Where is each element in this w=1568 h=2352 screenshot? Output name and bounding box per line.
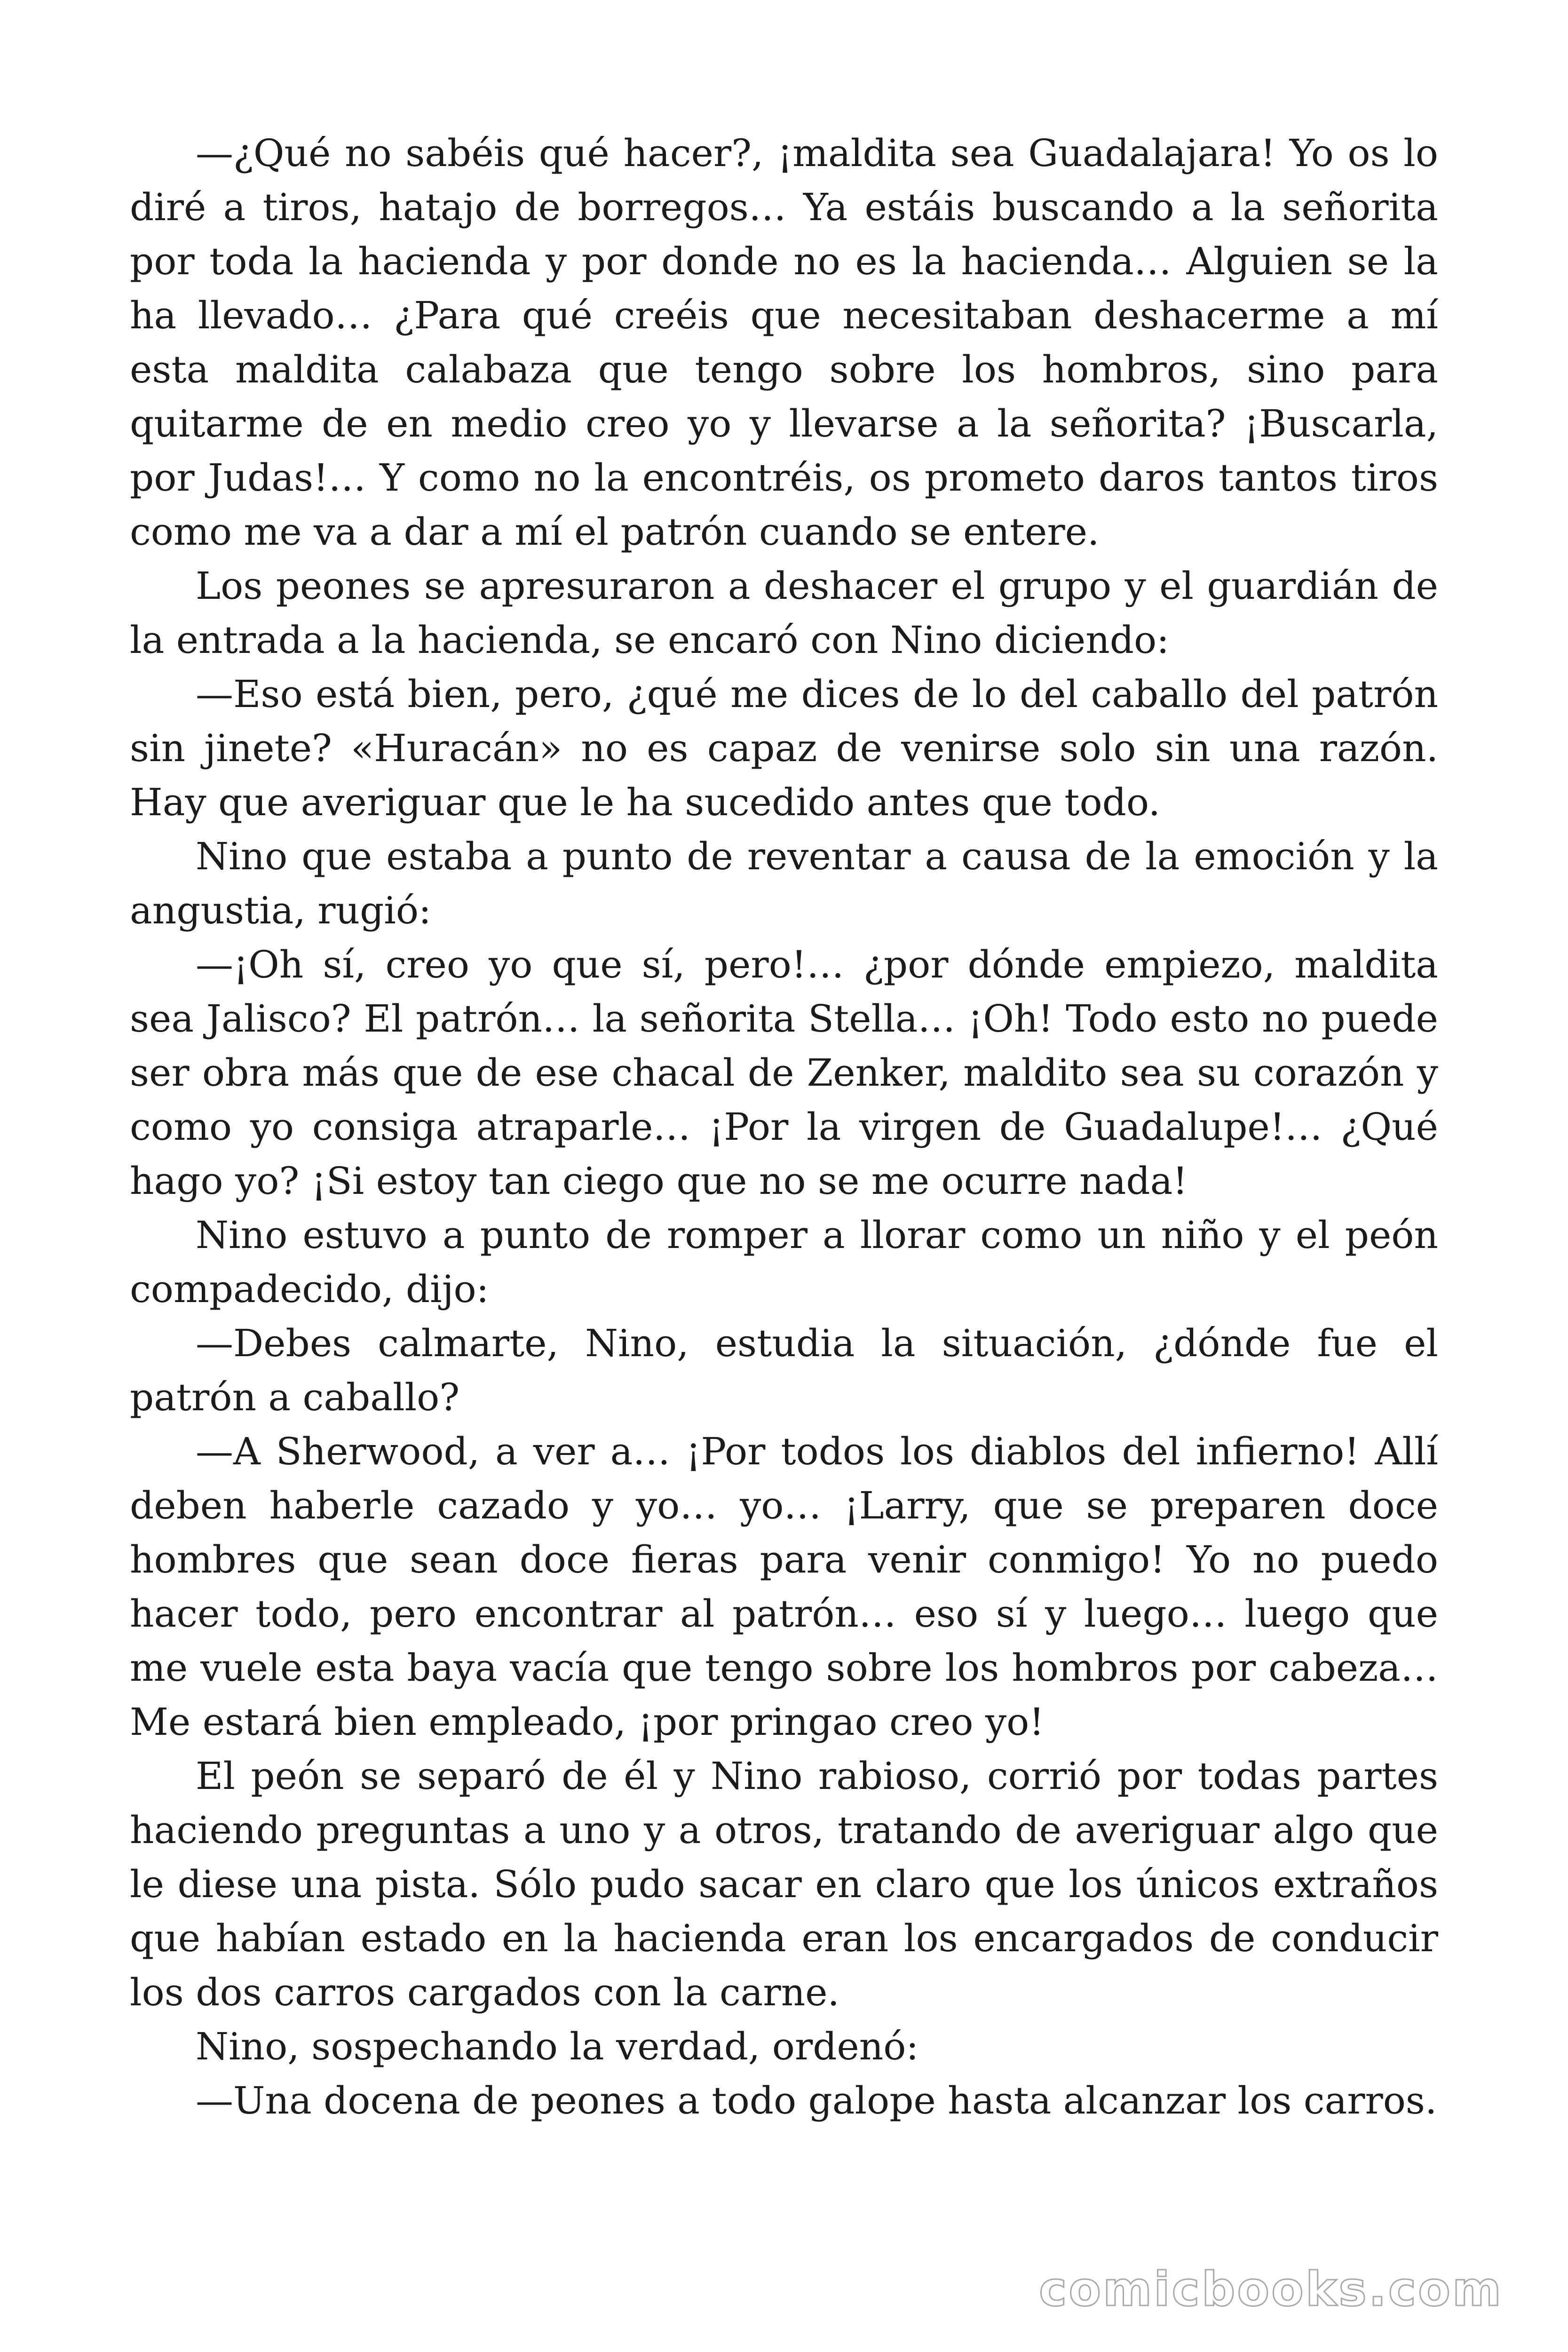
paragraph-7: —Debes calmarte, Nino, estudia la situación, ¿dónde fue el patrón a caballo? <box>130 1321 1438 1419</box>
paragraph-5: —¡Oh sí, creo yo que sí, pero!… ¿por dónde empiezo, maldita sea Jalisco? El patrón… la señorita Stella… ¡Oh! Todo esto no puede ser obra más que de ese chacal de Zenker, maldito sea su corazón y como yo consiga atraparle… ¡Por la virgen de Guadalupe!… ¿Qué hago yo? ¡Si estoy tan ciego que no se me ocurre nada! <box>130 943 1438 1203</box>
paragraph-2: Los peones se apresuraron a deshacer el grupo y el guardián de la entrada a la hacienda, se encaró con Nino diciendo: <box>130 564 1438 662</box>
paragraph-9: El peón se separó de él y Nino rabioso, corrió por todas partes haciendo preguntas a uno y a otros, tratando de averiguar algo que le diese una pista. Sólo pudo sacar en claro que los únicos extraños que habían estado en la hacienda eran los encargados de conducir los dos carros cargados con la carne. <box>130 1754 1438 2014</box>
paragraph-10: Nino, sospechando la verdad, ordenó: <box>196 2025 919 2068</box>
watermark: comicbooks.com <box>1039 2262 1503 2317</box>
paragraph-4: Nino que estaba a punto de reventar a causa de la emoción y la angustia, rugió: <box>130 834 1438 932</box>
paragraph-8: —A Sherwood, a ver a… ¡Por todos los diablos del infierno! Allí deben haberle cazado y yo… yo… ¡Larry, que se preparen doce hombres que sean doce fieras para venir conmigo! Yo no puedo hacer todo, pero encontrar al patrón… eso sí y luego… luego que me vuele esta baya vacía que tengo sobre los hombros por cabeza… Me estará bien empleado, ¡por pringao creo yo! <box>130 1430 1438 1744</box>
paragraph-1: —¿Qué no sabéis qué hacer?, ¡maldita sea Guadalajara! Yo os lo diré a tiros, hatajo de borregos… Ya estáis buscando a la señorita por toda la hacienda y por donde no es la hacienda… Alguien se la ha llevado… ¿Para qué creéis que necesitaban deshacerme a mí esta maldita calabaza que tengo sobre los hombros, sino para quitarme de en medio creo yo y llevarse a la señorita? ¡Buscarla, por Judas!… Y como no la encontréis, os prometo daros tantos tiros como me va a dar a mí el patrón cuando se entere. <box>130 131 1438 554</box>
paragraph-6: Nino estuvo a punto de romper a llorar como un niño y el peón compadecido, dijo: <box>130 1213 1438 1311</box>
paragraph-11: —Una docena de peones a todo galope hasta alcanzar los carros. <box>196 2079 1437 2122</box>
paragraph-3: —Eso está bien, pero, ¿qué me dices de lo del caballo del patrón sin jinete? «Huracán» no es capaz de venirse solo sin una razón. Hay que averiguar que le ha sucedido antes que todo. <box>130 672 1438 824</box>
body-text <box>130 126 1438 2128</box>
